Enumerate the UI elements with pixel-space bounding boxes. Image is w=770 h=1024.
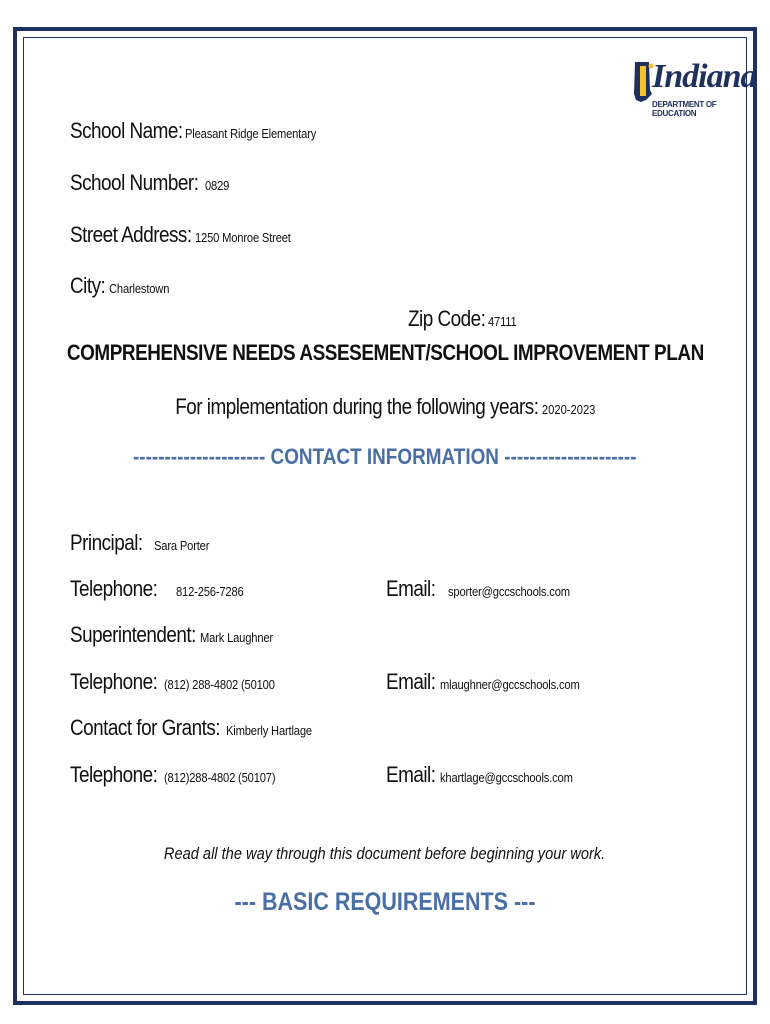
superintendent-label: Superintendent: — [70, 622, 196, 647]
implementation-label: For implementation during the following years: — [174, 394, 539, 419]
principal-email-value: sporter@gccschools.com — [447, 584, 570, 599]
plan-title — [0, 340, 770, 366]
zip-code-value: 47111 — [487, 314, 517, 329]
grants-phone-row — [70, 762, 293, 788]
school-name-value: Pleasant Ridge Elementary — [184, 126, 317, 141]
school-number-value: 0829 — [205, 178, 230, 193]
street-address-label: Street Address: — [70, 222, 192, 247]
instructions-note — [0, 844, 770, 864]
logo-department: DEPARTMENT OF EDUCATION — [652, 100, 717, 118]
grants-phone-label: Telephone: — [70, 762, 158, 787]
superintendent-row — [70, 622, 285, 648]
grants-contact-row — [70, 715, 326, 741]
city-value: Charlestown — [109, 281, 170, 296]
grants-email-value: khartlage@gccschools.com — [439, 770, 573, 785]
basic-requirements-text: --- BASIC REQUIREMENTS --- — [234, 888, 536, 916]
basic-requirements-heading — [0, 888, 770, 917]
zip-code-row — [408, 306, 521, 332]
principal-phone-label: Telephone: — [70, 576, 158, 601]
grants-contact-value: Kimberly Hartlage — [226, 723, 313, 738]
principal-label: Principal: — [70, 530, 143, 555]
indiana-doe-logo — [632, 58, 757, 118]
contact-heading-text: --------------------- CONTACT INFORMATION --------------------- — [133, 444, 637, 469]
principal-email-label: Email: — [386, 576, 436, 601]
city-row — [70, 273, 179, 299]
indiana-state-shape-icon — [632, 60, 654, 104]
superintendent-phone-row — [70, 669, 292, 695]
school-name-row — [70, 118, 338, 144]
plan-title-text: COMPREHENSIVE NEEDS ASSESEMENT/SCHOOL IMPROVEMENT PLAN — [66, 340, 704, 365]
superintendent-email-label: Email: — [386, 669, 436, 694]
implementation-value: 2020-2023 — [541, 402, 596, 417]
superintendent-phone-value: (812) 288-4802 (50100 — [163, 677, 275, 692]
superintendent-email-row — [386, 669, 602, 695]
grants-phone-value: (812)288-4802 (50107) — [163, 770, 276, 785]
superintendent-value: Mark Laughner — [200, 630, 274, 645]
grants-email-row — [386, 762, 594, 788]
school-name-label: School Name: — [70, 118, 183, 143]
principal-email-row — [386, 576, 589, 602]
grants-contact-label: Contact for Grants: — [70, 715, 221, 740]
street-address-row — [70, 222, 307, 248]
logo-wordmark: Indiana — [652, 58, 757, 95]
superintendent-email-value: mlaughner@gccschools.com — [439, 677, 580, 692]
school-number-label: School Number: — [70, 170, 199, 195]
street-address-value: 1250 Monroe Street — [195, 230, 292, 245]
grants-email-label: Email: — [386, 762, 436, 787]
principal-phone-row — [70, 576, 254, 602]
city-label: City: — [70, 273, 106, 298]
school-number-row — [70, 170, 233, 196]
principal-phone-value: 812-256-7286 — [175, 584, 244, 599]
contact-information-heading — [0, 444, 770, 470]
implementation-years — [0, 394, 770, 420]
principal-value: Sara Porter — [154, 538, 210, 553]
principal-row — [70, 530, 219, 556]
zip-code-label: Zip Code: — [408, 306, 486, 331]
instructions-note-text: Read all the way through this document before beginning your work. — [164, 844, 606, 863]
superintendent-phone-label: Telephone: — [70, 669, 158, 694]
